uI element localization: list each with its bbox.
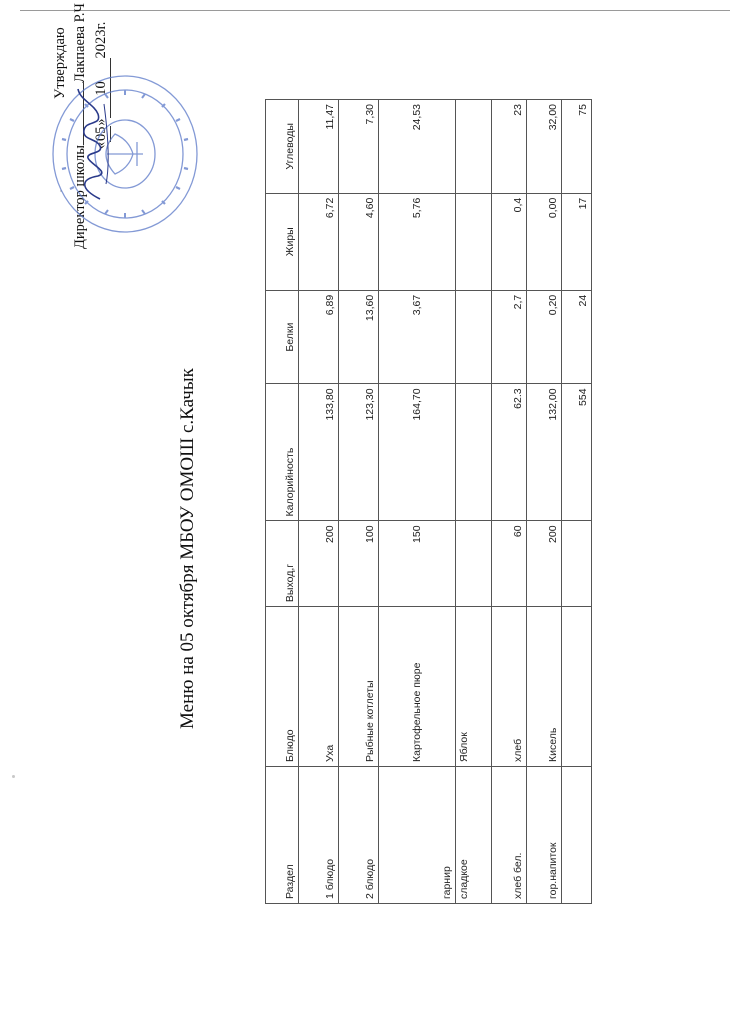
cell-fat: 0,00 bbox=[527, 193, 562, 290]
director-line bbox=[71, 3, 89, 249]
cell-dish: Яблок bbox=[456, 607, 492, 767]
table-row bbox=[456, 100, 492, 904]
cell-yield: 60 bbox=[492, 521, 527, 607]
cell-fat: 5,76 bbox=[379, 193, 456, 290]
table-row bbox=[339, 100, 379, 904]
header-cell: Выход,г bbox=[266, 521, 299, 607]
cell-protein: 6,89 bbox=[299, 290, 339, 384]
cell-protein-total: 24 bbox=[562, 290, 592, 384]
cell-yield: 100 bbox=[339, 521, 379, 607]
table-row bbox=[492, 100, 527, 904]
page-title: Меню на 05 октября МБОУ ОМОШ с.Качык bbox=[177, 368, 198, 729]
menu-table bbox=[265, 99, 592, 904]
cell-carbs-total: 75 bbox=[562, 100, 592, 194]
cell-calories: 164,70 bbox=[379, 384, 456, 521]
cell-calories: 133,80 bbox=[299, 384, 339, 521]
header-cell: Раздел bbox=[266, 766, 299, 903]
cell-fat: 6,72 bbox=[299, 193, 339, 290]
header-cell: Блюдо bbox=[266, 607, 299, 767]
cell-dish bbox=[562, 607, 592, 767]
cell-section: гор.напиток bbox=[527, 766, 562, 903]
cell-calories: 62.3 bbox=[492, 384, 527, 521]
table-row bbox=[527, 100, 562, 904]
approval-word: Утверждаю bbox=[52, 27, 68, 99]
cell-protein: 0,20 bbox=[527, 290, 562, 384]
date-month: 10 bbox=[93, 59, 111, 119]
cell-protein bbox=[456, 290, 492, 384]
cell-dish: Картофельное пюре bbox=[379, 607, 456, 767]
cell-section bbox=[562, 766, 592, 903]
cell-dish: Рыбные котлеты bbox=[339, 607, 379, 767]
cell-fat: 0,4 bbox=[492, 193, 527, 290]
cell-dish: хлеб bbox=[492, 607, 527, 767]
header-cell: Белки bbox=[266, 290, 299, 384]
header-cell: Жиры bbox=[266, 193, 299, 290]
cell-protein: 2,7 bbox=[492, 290, 527, 384]
cell-calories bbox=[456, 384, 492, 521]
table-row bbox=[299, 100, 339, 904]
cell-section: сладкое bbox=[456, 766, 492, 903]
header-cell: Углеводы bbox=[266, 100, 299, 194]
cell-carbs: 11,47 bbox=[299, 100, 339, 194]
cell-calories: 123,30 bbox=[339, 384, 379, 521]
cell-carbs: 7,30 bbox=[339, 100, 379, 194]
cell-fat: 4,60 bbox=[339, 193, 379, 290]
cell-dish: Кисель bbox=[527, 607, 562, 767]
header-cell: Калорийность bbox=[266, 384, 299, 521]
table-header-row bbox=[266, 100, 299, 904]
date-day: 05 bbox=[93, 126, 109, 141]
signature-blank bbox=[71, 83, 84, 145]
cell-section: хлеб бел. bbox=[492, 766, 527, 903]
cell-yield: 200 bbox=[527, 521, 562, 607]
table-row bbox=[379, 100, 456, 904]
cell-carbs bbox=[456, 100, 492, 194]
cell-fat-total: 17 bbox=[562, 193, 592, 290]
cell-yield: 150 bbox=[379, 521, 456, 607]
director-label: Директор школы bbox=[72, 145, 88, 249]
cell-section: гарнир bbox=[379, 766, 456, 903]
cell-carbs: 23 bbox=[492, 100, 527, 194]
cell-carbs: 24,53 bbox=[379, 100, 456, 194]
approval-stamp bbox=[40, 4, 200, 249]
date-line: «05»102023г. bbox=[93, 21, 109, 149]
cell-section: 1 блюдо bbox=[299, 766, 339, 903]
cell-dish: Уха bbox=[299, 607, 339, 767]
cell-calories: 132,00 bbox=[527, 384, 562, 521]
cell-fat bbox=[456, 193, 492, 290]
cell-section: 2 блюдо bbox=[339, 766, 379, 903]
table-total-row bbox=[562, 100, 592, 904]
date-year: 2023г. bbox=[93, 21, 109, 59]
cell-protein: 3,67 bbox=[379, 290, 456, 384]
cell-protein: 13,60 bbox=[339, 290, 379, 384]
cell-yield bbox=[562, 521, 592, 607]
cell-yield: 200 bbox=[299, 521, 339, 607]
cell-calories-total: 554 bbox=[562, 384, 592, 521]
cell-carbs: 32,00 bbox=[527, 100, 562, 194]
director-name: Лакпаева Р.Ч bbox=[72, 3, 88, 84]
cell-yield bbox=[456, 521, 492, 607]
